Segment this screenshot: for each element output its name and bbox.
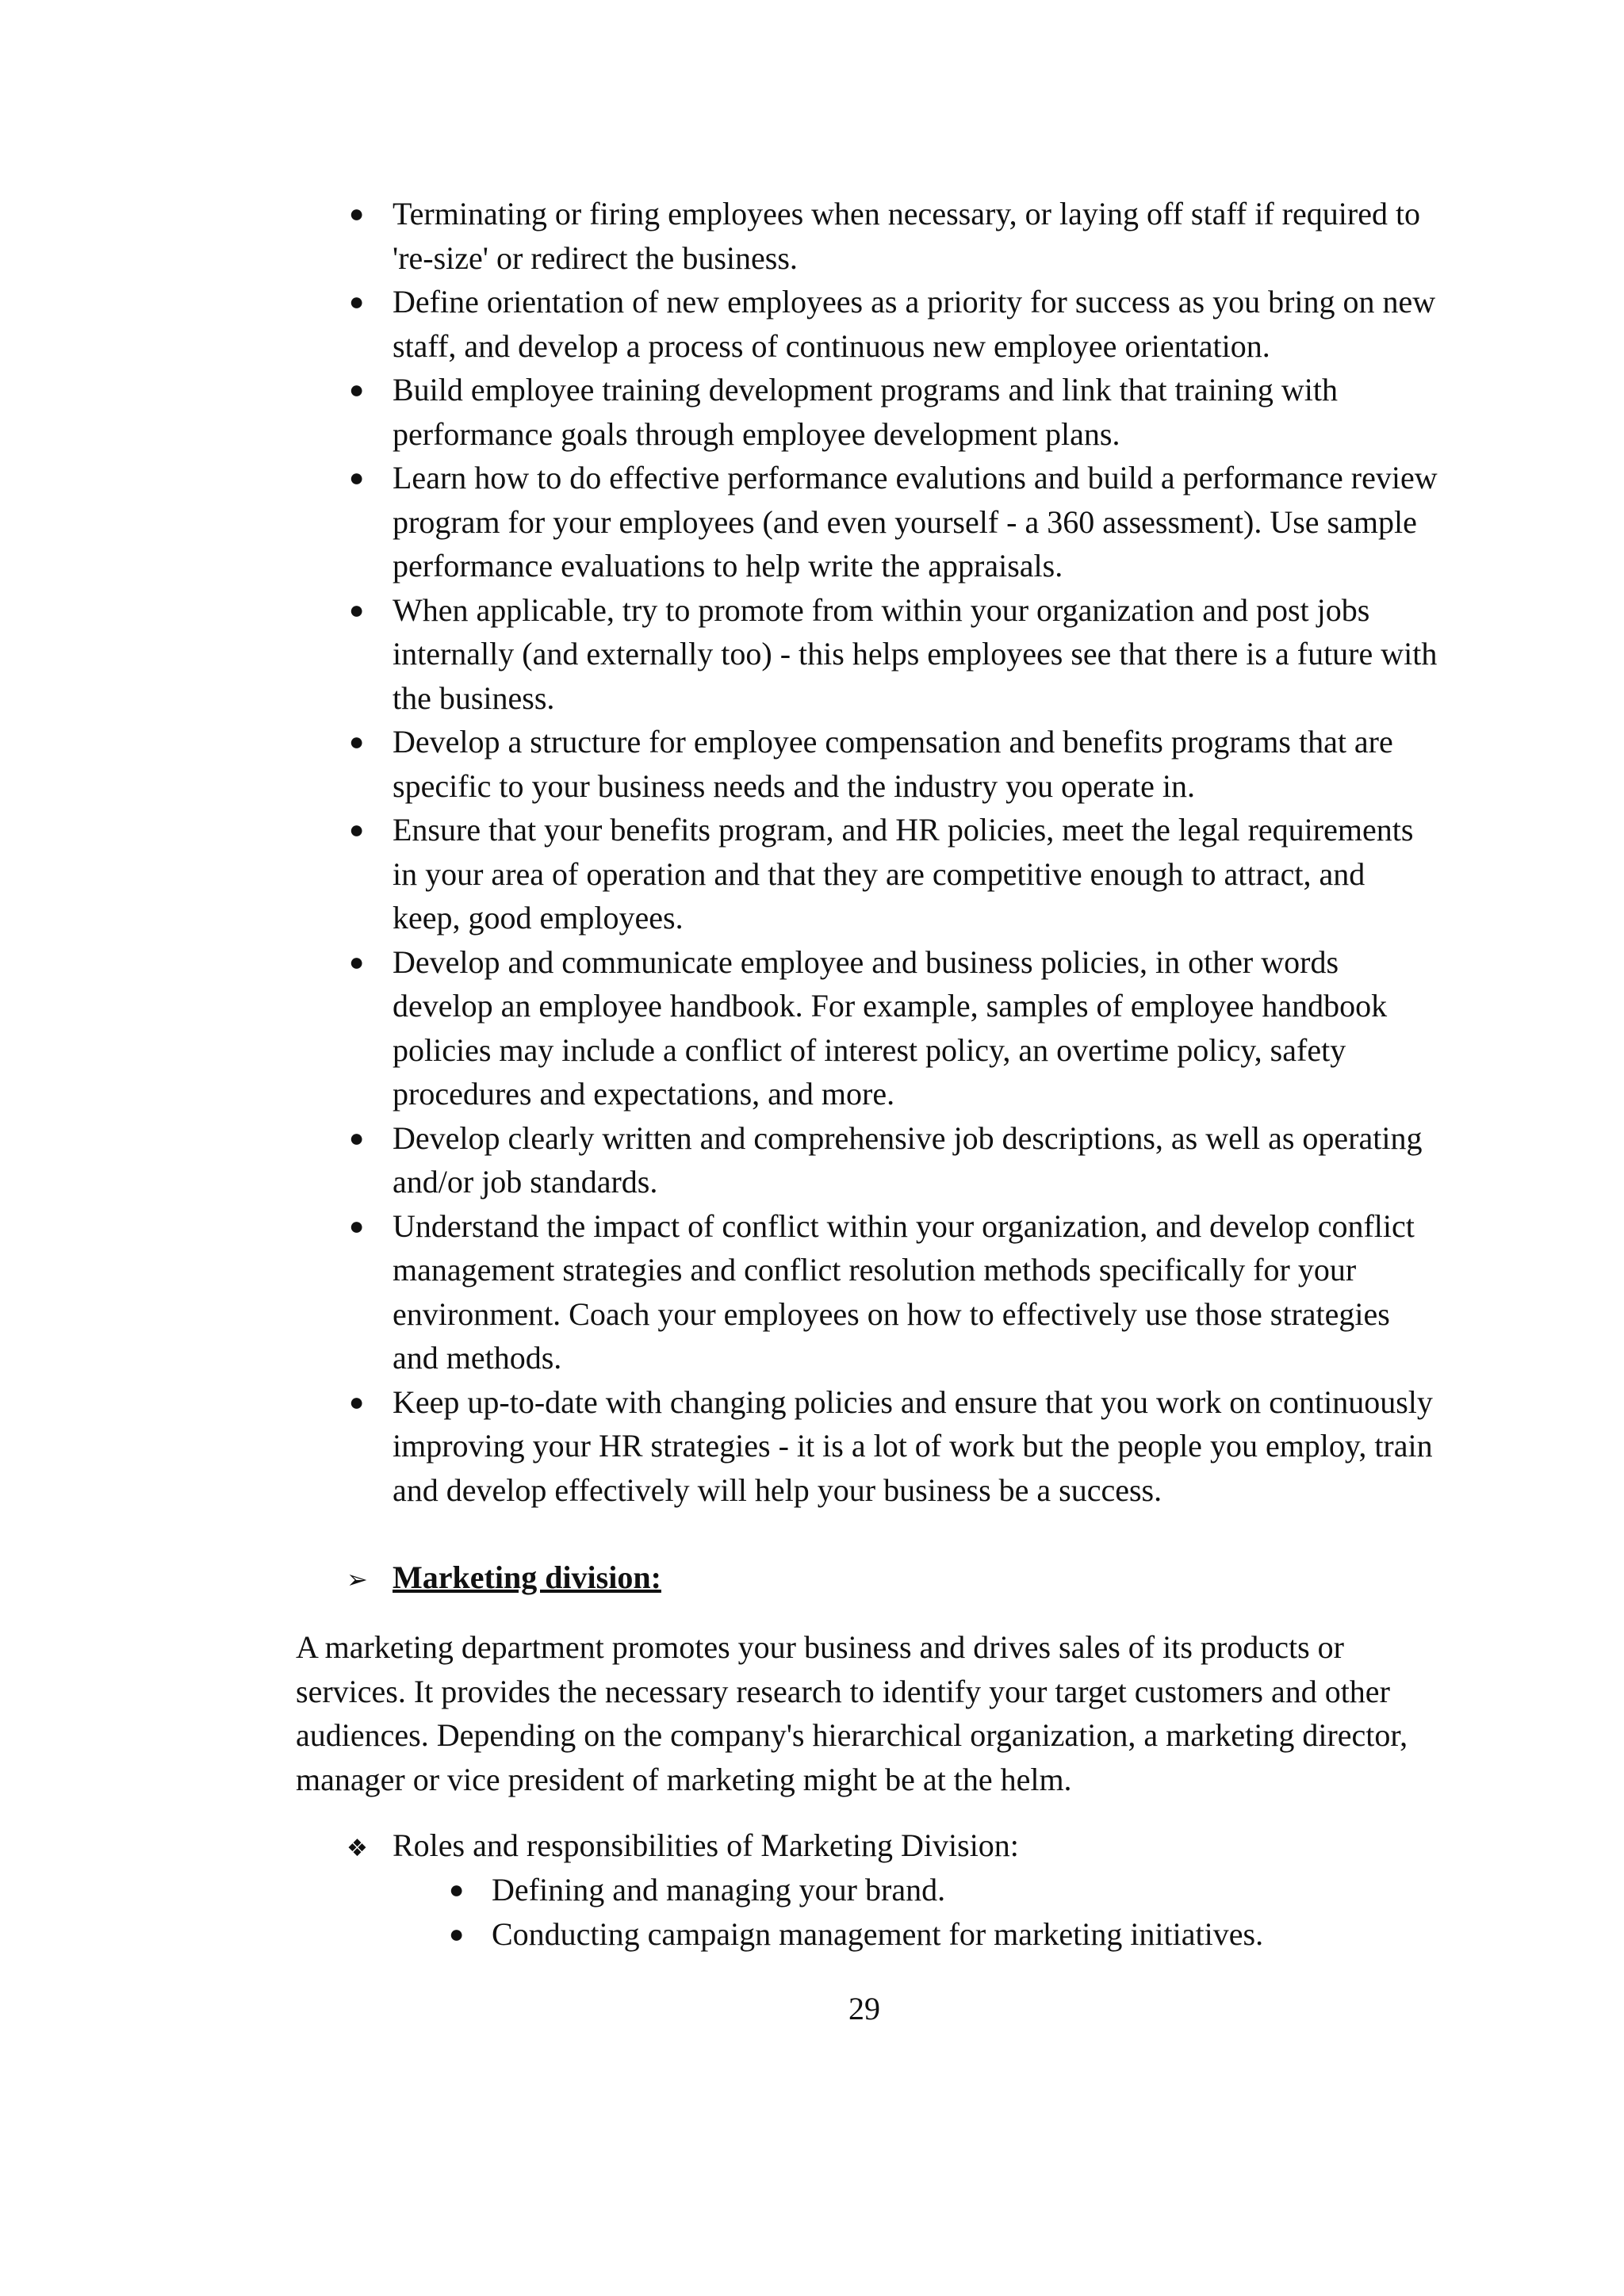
bullet-icon: ●	[349, 1123, 365, 1152]
bullet-icon: ●	[349, 727, 365, 756]
bullet-icon: ●	[349, 815, 365, 844]
hr-responsibilities-list	[0, 192, 1624, 1512]
bullet-icon: ●	[349, 595, 365, 624]
page-number: 29	[848, 1991, 880, 2026]
arrow-bullet-icon: ➢	[347, 1564, 368, 1594]
list-item: ● Keep up-to-date with changing policies and ensure that you work on continuously improving your HR strategies - it is a lot of work but the people you employ, train and develop effectively will help your business be a success.	[0, 1380, 1439, 1513]
bullet-icon: ●	[349, 287, 365, 316]
bullet-icon: ●	[349, 375, 365, 404]
bullet-icon: ●	[349, 947, 365, 976]
bullet-icon: ●	[349, 1387, 365, 1416]
bullet-icon: ●	[449, 1919, 465, 1948]
list-item: ● Terminating or firing employees when necessary, or laying off staff if required to 're-size' or redirect the business.	[0, 192, 1439, 280]
diamond-bullet-icon: ❖	[347, 1835, 368, 1862]
list-item: ● Develop a structure for employee compensation and benefits programs that are specific to your business needs and the industry you operate in.	[0, 720, 1439, 808]
bullet-icon: ●	[349, 463, 365, 492]
list-item: ● Build employee training development programs and link that training with performance goals through employee development plans.	[0, 368, 1439, 456]
list-item: ● Learn how to do effective performance evalutions and build a performance review program for your employees (and even yourself - a 360 assessment). Use sample performance evaluations to help write the appraisals.	[0, 456, 1439, 588]
section-heading	[347, 1556, 661, 1601]
list-item: ● Defining and managing your brand.	[0, 1868, 1443, 1912]
roles-title	[347, 1823, 1019, 1870]
list-item: ● Develop and communicate employee and business policies, in other words develop an employee handbook. For example, samples of employee handbook policies may include a conflict of interest policy, an overtime policy, safety procedures and expectations, and more.	[0, 940, 1439, 1116]
list-item: ● Ensure that your benefits program, and HR policies, meet the legal requirements in your area of operation and that they are competitive enough to attract, and keep, good employees.	[0, 808, 1439, 940]
marketing-paragraph: A marketing department promotes your business and drives sales of its products or services. It provides the necessary research to identify your target customers and other audiences. Depending on the company's hierarchical organization, a marketing director, manager or vice president of marketing might be at the helm.	[296, 1629, 1408, 1797]
marketing-roles-list	[0, 1868, 1624, 1956]
bullet-icon: ●	[349, 199, 365, 228]
roles-title-text: Roles and responsibilities of Marketing Division:	[393, 1827, 1019, 1863]
section-heading-text: Marketing division:	[393, 1559, 661, 1595]
bullet-icon: ●	[349, 1211, 365, 1240]
list-item: ● Understand the impact of conflict within your organization, and develop conflict management strategies and conflict resolution methods specifically for your environment. Coach your employees on how to effectively use those strategies and methods.	[0, 1204, 1439, 1380]
list-item: ● When applicable, try to promote from within your organization and post jobs internally (and externally too) - this helps employees see that there is a future with the business.	[0, 588, 1439, 721]
bullet-icon: ●	[449, 1875, 465, 1904]
list-item: ● Develop clearly written and comprehensive job descriptions, as well as operating and/or job standards.	[0, 1116, 1439, 1204]
list-item: ● Define orientation of new employees as a priority for success as you bring on new staff, and develop a process of continuous new employee orientation.	[0, 280, 1439, 368]
list-item: ● Conducting campaign management for marketing initiatives.	[0, 1912, 1443, 1957]
